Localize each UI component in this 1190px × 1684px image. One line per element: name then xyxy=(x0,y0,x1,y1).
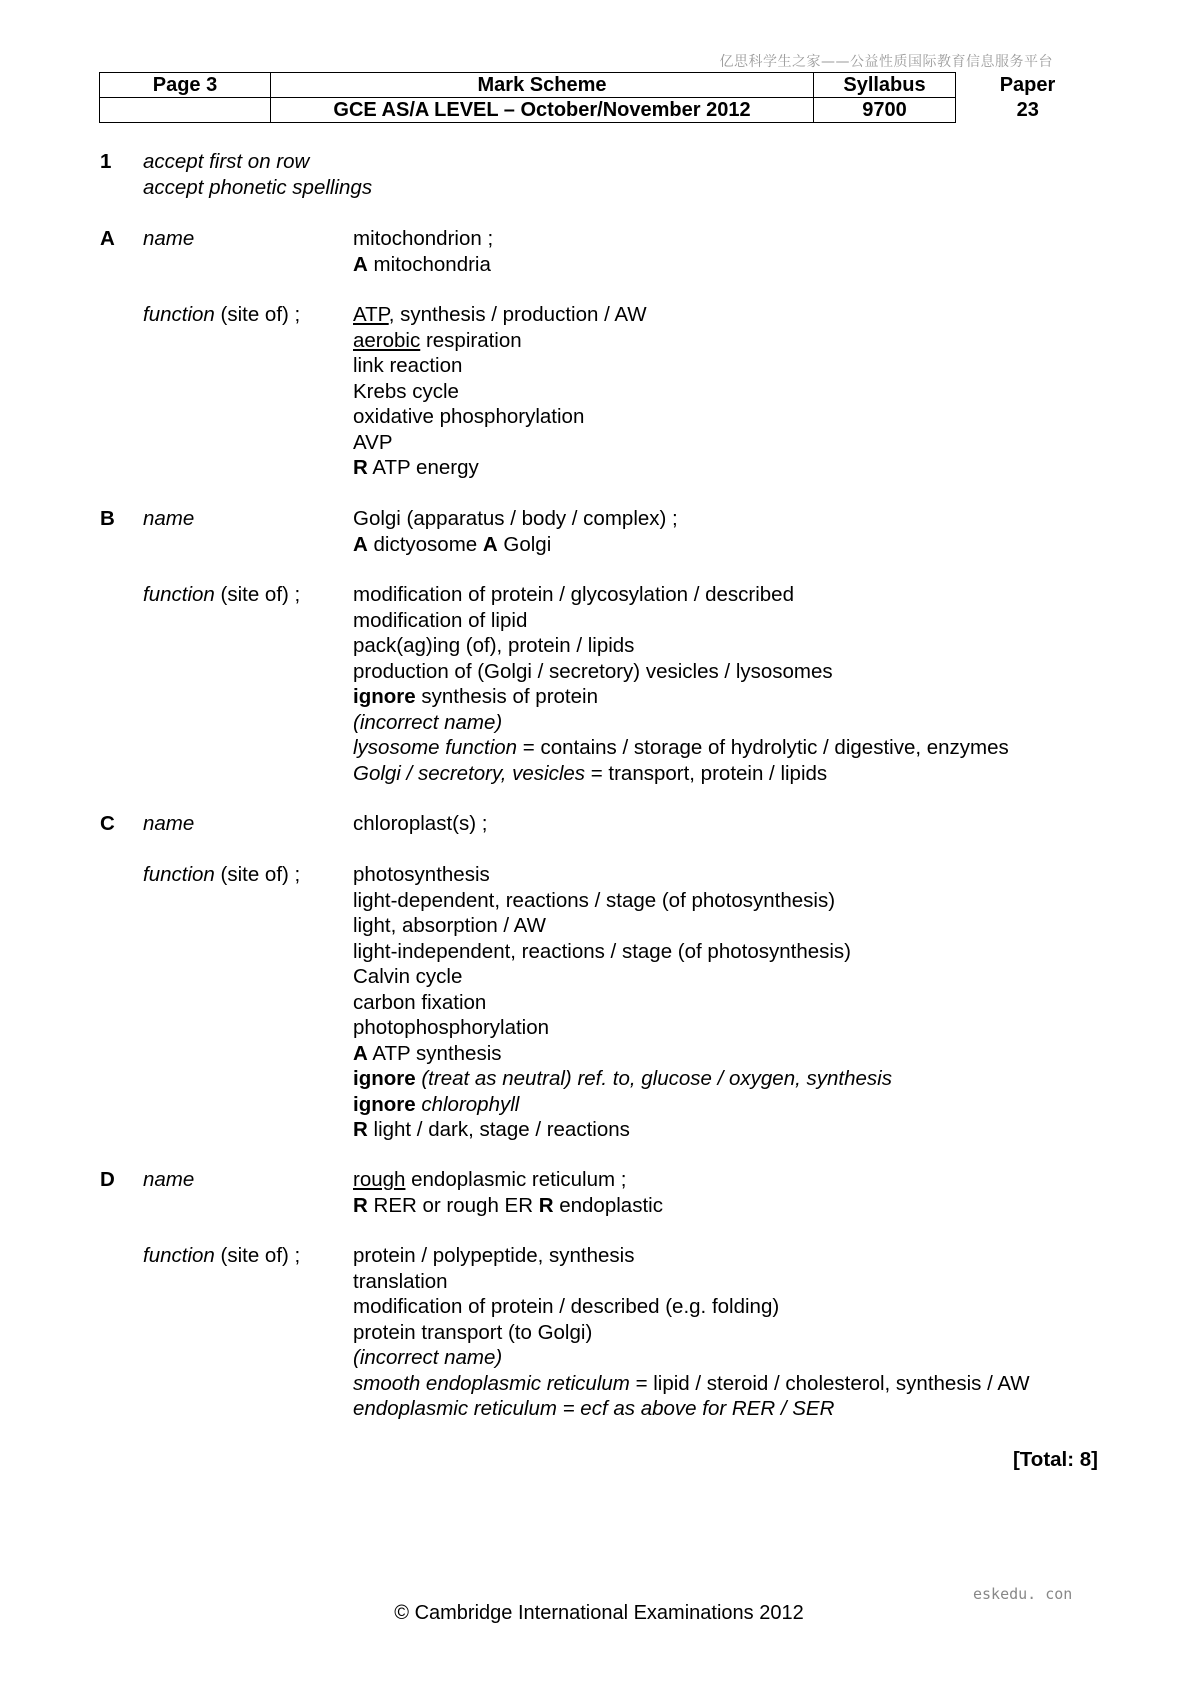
header-table xyxy=(99,72,1100,123)
name-label: name xyxy=(143,1168,195,1191)
syllabus-code: 9700 xyxy=(814,98,956,123)
watermark-bottom: eskedu. con xyxy=(973,1585,1073,1603)
name-label: name xyxy=(143,507,195,530)
section-letter-c: C xyxy=(100,812,115,835)
paper-label: Paper xyxy=(999,74,1056,96)
copyright-footer: © Cambridge International Examinations 2012 xyxy=(394,1602,804,1624)
section-b-name: Golgi (apparatus / body / complex) ; A dictyosome A Golgi xyxy=(353,507,678,556)
paper-number: 23 xyxy=(1016,99,1039,121)
section-b-function: modification of protein / glycosylation / described modification of lipid pack(ag)ing (of), protein / lipids production of (Golgi / secretory) vesicles / lysosomes ignore synthesis of protein (incorrect name) lysosome function = contains / storage of hydrolytic / digestive, enzymes Golgi / secretory, vesicles = transport, protein / lipids xyxy=(353,583,1009,785)
section-a-name: mitochondrion ; A mitochondria xyxy=(353,227,494,276)
exam-title: GCE AS/A LEVEL – October/November 2012 xyxy=(271,98,814,123)
function-label: function (site of) ; xyxy=(143,583,301,606)
name-label: name xyxy=(143,227,195,250)
function-label: function (site of) ; xyxy=(143,863,301,886)
watermark-top: 亿思科学生之家——公益性质国际教育信息服务平台 xyxy=(719,54,1053,70)
section-c-function: photosynthesis light-dependent, reactions / stage (of photosynthesis) light, absorption / AW light-independent, reactions / stage (of photosynthesis) Calvin cycle carbon fixation photophosphorylation A ATP synthesis ignore (treat as neutral) ref. to, glucose / oxygen, synthesis ignore chlorophyll R light / dark, stage / reactions xyxy=(353,863,892,1141)
section-letter-b: B xyxy=(100,507,115,530)
section-d-name: rough endoplasmic reticulum ; R RER or rough ER R endoplastic xyxy=(353,1168,663,1217)
blank-cell xyxy=(100,98,271,123)
page-number: Page 3 xyxy=(100,73,271,98)
note-line: accept first on row xyxy=(143,150,310,173)
section-d-function: protein / polypeptide, synthesis translation modification of protein / described (e.g. folding) protein transport (to Golgi) (incorrect name) smooth endoplasmic reticulum = lipid / steroid / cholesterol, synthesis / AW endoplasmic reticulum = ecf as above for RER / SER xyxy=(353,1244,1030,1420)
function-label: function (site of) ; xyxy=(143,1244,301,1267)
section-letter-d: D xyxy=(100,1168,115,1191)
syllabus-label: Syllabus xyxy=(814,73,956,98)
section-c-name: chloroplast(s) ; xyxy=(353,812,488,835)
name-label: name xyxy=(143,812,195,835)
question-notes xyxy=(143,149,372,200)
section-letter-a: A xyxy=(100,227,115,250)
section-a-function: ATP, synthesis / production / AW aerobic respiration link reaction Krebs cycle oxidative phosphorylation AVP R ATP energy xyxy=(353,303,647,479)
function-label: function (site of) ; xyxy=(143,303,301,326)
total-marks: [Total: 8] xyxy=(1012,1448,1098,1471)
mark-scheme-label: Mark Scheme xyxy=(271,73,814,98)
question-number: 1 xyxy=(100,150,112,173)
note-line: accept phonetic spellings xyxy=(143,175,373,199)
